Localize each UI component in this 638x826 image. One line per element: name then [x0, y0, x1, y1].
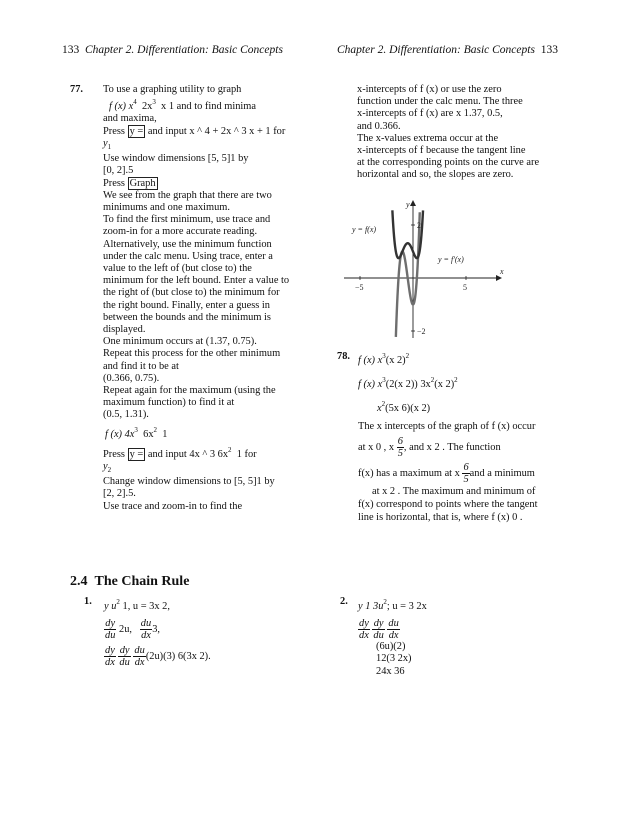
text-line: (0.366, 0.75). — [103, 372, 160, 384]
label-y: y — [406, 200, 410, 209]
text-line: [0, 2].5 — [103, 165, 134, 177]
tick-label-neg5: −5 — [355, 283, 364, 292]
tick-label-2: 2 — [417, 221, 421, 230]
text-line: The x intercepts of the graph of f (x) occur — [358, 421, 536, 432]
fraction: $\frac{6}{5}$ — [397, 436, 403, 459]
text-line: at x 2 . The maximum and minimum of — [372, 486, 536, 497]
equation: 24x 36 — [376, 665, 405, 677]
text-line: horizontal and so, the slopes are zero. — [357, 169, 514, 181]
text-line: the right of (but close to) the minimum for — [103, 287, 280, 299]
text-line: x-intercepts of f because the tangent line — [357, 145, 526, 157]
header-title-left: Chapter 2. Differentiation: Basic Concepts — [85, 44, 283, 56]
equation: f (x) $x^3(2(x$ 2)) $3x^2(x$ 2)$^2$ — [358, 376, 458, 390]
problem-77-continued — [357, 84, 539, 182]
derivative-curve — [396, 212, 420, 337]
equation: $\frac{dy}{dx}$ $\frac{dy}{du}$ $\frac{du}{dx}$ — [359, 618, 399, 642]
text-line: value to the left of (but close to) the — [103, 262, 252, 274]
header-right — [337, 44, 558, 56]
text-line: Press y = and input 4x ^ 3 $6x^2$ 1 for — [103, 445, 257, 460]
text-line: line is horizontal, that is, where f (x) 0 . — [358, 512, 523, 523]
text-line: The x-values extrema occur at the — [357, 132, 499, 144]
text-line: maximum function) to find it at — [103, 397, 235, 409]
text-line: function under the calc menu. The three — [357, 96, 523, 108]
header-title-right: Chapter 2. Differentiation: Basic Concepts — [337, 44, 535, 56]
equation: y $u^2$ 1, u = 3x 2, — [104, 598, 170, 612]
page-number-right: 133 — [540, 44, 558, 56]
problem-number: 77. — [70, 84, 83, 95]
text-line: Use trace and zoom-in to find the — [103, 500, 243, 512]
text-line: $y_1$ — [103, 137, 112, 151]
text-line: between the bounds and the minimum is — [103, 311, 271, 323]
exercise-number: 1. — [84, 596, 92, 607]
y-axis-arrow — [410, 200, 416, 206]
equation: $x^2(5x$ 6)(x 2) — [377, 400, 431, 414]
text-line: x-intercepts of f (x) are x 1.37, 0.5, — [357, 108, 503, 120]
text-line: Repeat again for the maximum (using the — [103, 384, 276, 396]
equation: y 1 $3u^2$; u = 3 2x — [358, 598, 427, 612]
equation: 12(3 2x) — [376, 653, 412, 665]
text-line: zoom-in for a more accurate reading. — [103, 226, 258, 238]
text-line: To find the first minimum, use trace and — [103, 214, 271, 226]
text-line: and maxima, — [103, 113, 157, 125]
problem-number: 78. — [337, 351, 350, 362]
text-line: displayed. — [103, 323, 146, 335]
equation: $\frac{dy}{du}$ 2u, $\frac{du}{dx}$ 3, — [105, 618, 160, 642]
text-line: the right bound. Finally, enter a guess in — [103, 299, 270, 311]
text-line: Use window dimensions [5, 5]1 by — [103, 153, 249, 165]
text-line: We see from the graph that there are two — [103, 189, 272, 201]
text-line: at the corresponding points on the curve are — [357, 157, 540, 169]
text-line: Alternatively, use the minimum function — [103, 238, 272, 250]
text-line: minimums and one maximum. — [103, 201, 230, 213]
text-line: f(x) correspond to points where the tangent — [358, 499, 538, 510]
label-x: x — [500, 267, 504, 276]
text-line: Repeat this process for the other minimum — [103, 348, 281, 360]
text-line: Press y = and input x ^ 4 + 2x ^ 3 x + 1 for — [103, 125, 286, 137]
text-line: and 0.366. — [357, 120, 401, 132]
text-line: $y_2$ — [103, 460, 112, 475]
tick-label-5: 5 — [463, 283, 467, 292]
section-title: The Chain Rule — [94, 574, 190, 589]
label-f: y = f(x) — [352, 225, 377, 234]
page-number-left: 133 — [62, 44, 80, 56]
y-equals-button[interactable]: y = — [129, 125, 144, 137]
text-line: Change window dimensions to [5, 5]1 by — [103, 476, 275, 488]
text-line: (0.5, 1.31). — [103, 409, 149, 421]
equation: f (x) $4x^3$ $6x^2$ 1 — [105, 425, 168, 440]
function-graph — [338, 198, 508, 340]
exercise-number: 2. — [340, 596, 348, 607]
equation: $\frac{dy}{dx}$ $\frac{dy}{du}$ $\frac{du}{dx}$ (2u)(3) 6(3x 2). — [105, 645, 211, 669]
section-heading — [70, 574, 189, 590]
text-line: One minimum occurs at (1.37, 0.75). — [103, 336, 257, 348]
text-line: at x 0 , x $\frac{6}{5}$ , and x 2 . The function — [358, 436, 501, 459]
section-number: 2.4 — [70, 574, 88, 589]
fraction: $\frac{6}{5}$ — [463, 462, 469, 485]
tick-label-neg2: −2 — [417, 327, 426, 336]
text-line: x-intercepts of f (x) or use the zero — [357, 84, 502, 95]
text-line: under the calc menu. Using trace, enter a — [103, 250, 273, 262]
text-line: f(x) has a maximum at x $\frac{6}{5}$ and a minimum — [358, 462, 535, 485]
graph-button[interactable]: Graph — [129, 177, 156, 189]
equation: f (x) $x^3(x$ 2)$^2$ — [358, 352, 410, 366]
text-line: and find it to be at — [103, 360, 179, 372]
text-line: [2, 2].5. — [103, 488, 136, 500]
header-left — [62, 44, 283, 56]
text-line: minimum for the left bound. Enter a value to — [103, 275, 290, 287]
equation: f (x) $x^4$ $2x^3$ x 1 and to find minima — [109, 98, 256, 113]
y-equals-button-2[interactable]: y = — [129, 448, 144, 460]
label-fp: y = f'(x) — [438, 255, 464, 264]
text-line: Press Graph — [103, 177, 156, 189]
equation: (6u)(2) — [376, 641, 406, 653]
text-line: To use a graphing utility to graph — [103, 84, 242, 95]
